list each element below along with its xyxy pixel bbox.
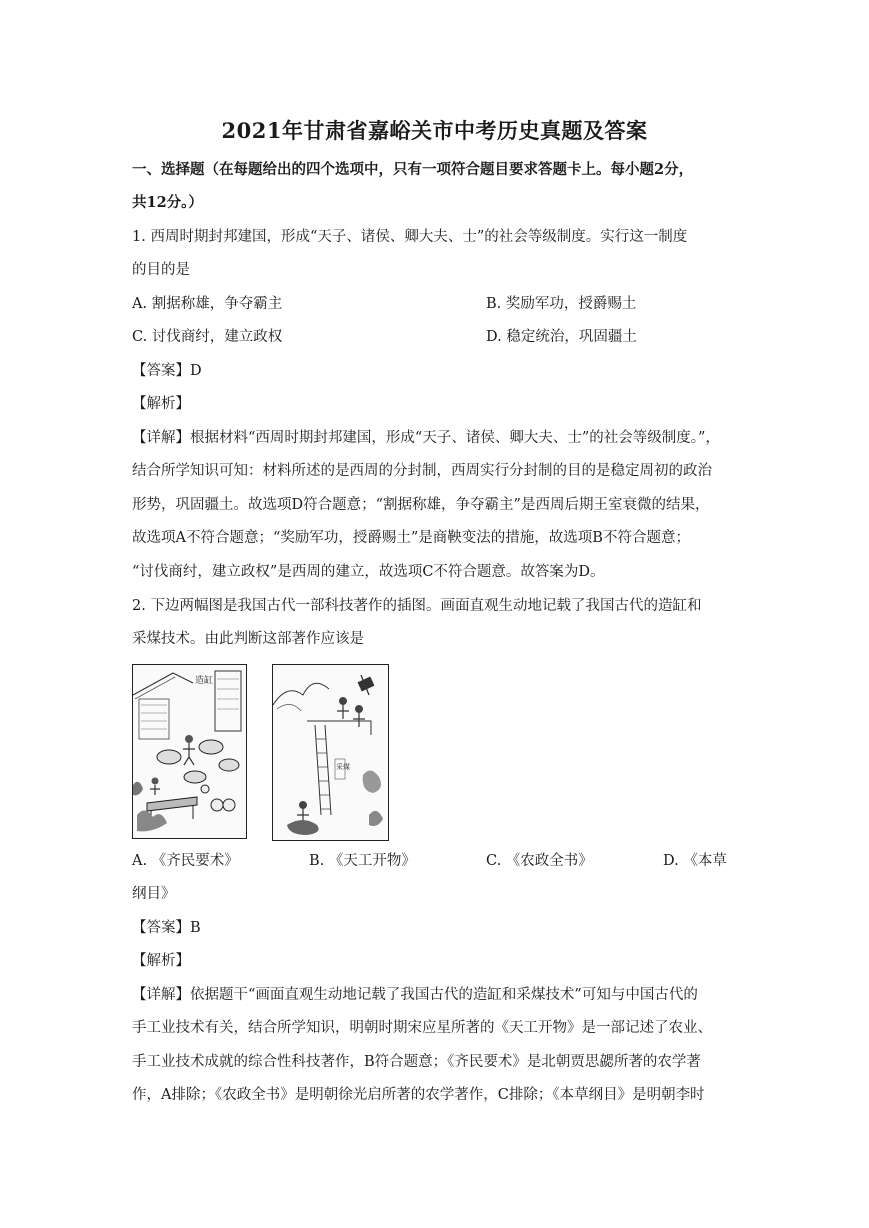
section-heading-line2: 共12分。） bbox=[132, 194, 203, 211]
q1-detail-line2: 结合所学知识可知：材料所述的是西周的分封制，西周实行分封制的目的是稳定周初的政治 bbox=[132, 463, 712, 479]
mining-illustration-caption: 采煤 bbox=[336, 763, 350, 771]
q2-option-d-continued: 纲目》 bbox=[132, 886, 176, 902]
q2-detail-line1: 【详解】依据题干“画面直观生动地记载了我国古代的造缸和采煤技术”可知与中国古代的 bbox=[132, 987, 698, 1003]
q1-analysis-label: 【解析】 bbox=[132, 396, 190, 412]
q1-option-a: A. 割据称雄，争夺霸主 bbox=[132, 296, 283, 312]
q1-stem-line2: 的目的是 bbox=[132, 262, 190, 278]
q2-answer: 【答案】B bbox=[132, 920, 201, 936]
q1-detail-line5: “讨伐商纣，建立政权”是西周的建立，故选项C不符合题意。故答案为D。 bbox=[132, 564, 605, 580]
q2-stem-line1: 2. 下边两幅图是我国古代一部科技著作的插图。画面直观生动地记载了我国古代的造缸和 bbox=[132, 598, 702, 614]
q2-analysis-label: 【解析】 bbox=[132, 953, 190, 969]
q2-detail-line3: 手工业技术成就的综合性科技著作，B符合题意；《齐民要术》是北朝贾思勰所著的农学著 bbox=[132, 1054, 701, 1070]
q2-option-a: A. 《齐民要术》 bbox=[132, 853, 239, 869]
q1-detail-line4: 故选项A不符合题意；“奖励军功，授爵赐土”是商鞅变法的措施，故选项B不符合题意； bbox=[132, 530, 690, 546]
coal-mining-illustration bbox=[272, 664, 389, 841]
q2-detail-line4: 作，A排除；《农政全书》是明朝徐光启所著的农学著作，C排除；《本草纲目》是明朝李时 bbox=[132, 1087, 705, 1103]
vat-making-illustration bbox=[132, 664, 247, 839]
q1-detail-line1: 【详解】根据材料“西周时期封邦建国，形成“天子、诸侯、卿大夫、士”的社会等级制度。”， bbox=[132, 430, 720, 446]
q1-answer: 【答案】D bbox=[132, 363, 202, 379]
q1-option-b: B. 奖励军功，授爵赐土 bbox=[486, 296, 637, 312]
q1-detail-line3: 形势，巩固疆土。故选项D符合题意；“割据称雄，争夺霸主”是西周后期王室衰微的结果， bbox=[132, 497, 710, 513]
document-title: 2021年甘肃省嘉峪关市中考历史真题及答案 bbox=[221, 118, 648, 143]
section-heading-line1: 一、选择题（在每题给出的四个选项中，只有一项符合题目要求答题卡上。每小题2分， bbox=[132, 161, 694, 178]
q1-option-d: D. 稳定统治，巩固疆土 bbox=[486, 329, 637, 345]
vat-illustration-caption: 造缸 bbox=[195, 676, 214, 686]
q1-option-c: C. 讨伐商纣，建立政权 bbox=[132, 329, 283, 345]
q2-option-d: D. 《本草 bbox=[663, 853, 727, 869]
q2-option-b: B. 《天工开物》 bbox=[309, 853, 416, 869]
q2-stem-line2: 采煤技术。由此判断这部著作应该是 bbox=[132, 631, 364, 647]
q1-stem-line1: 1. 西周时期封邦建国，形成“天子、诸侯、卿大夫、士”的社会等级制度。实行这一制度 bbox=[132, 229, 688, 245]
q2-detail-line2: 手工业技术有关，结合所学知识，明朝时期宋应星所著的《天工开物》是一部记述了农业、 bbox=[132, 1020, 712, 1036]
q2-option-c: C. 《农政全书》 bbox=[486, 853, 593, 869]
